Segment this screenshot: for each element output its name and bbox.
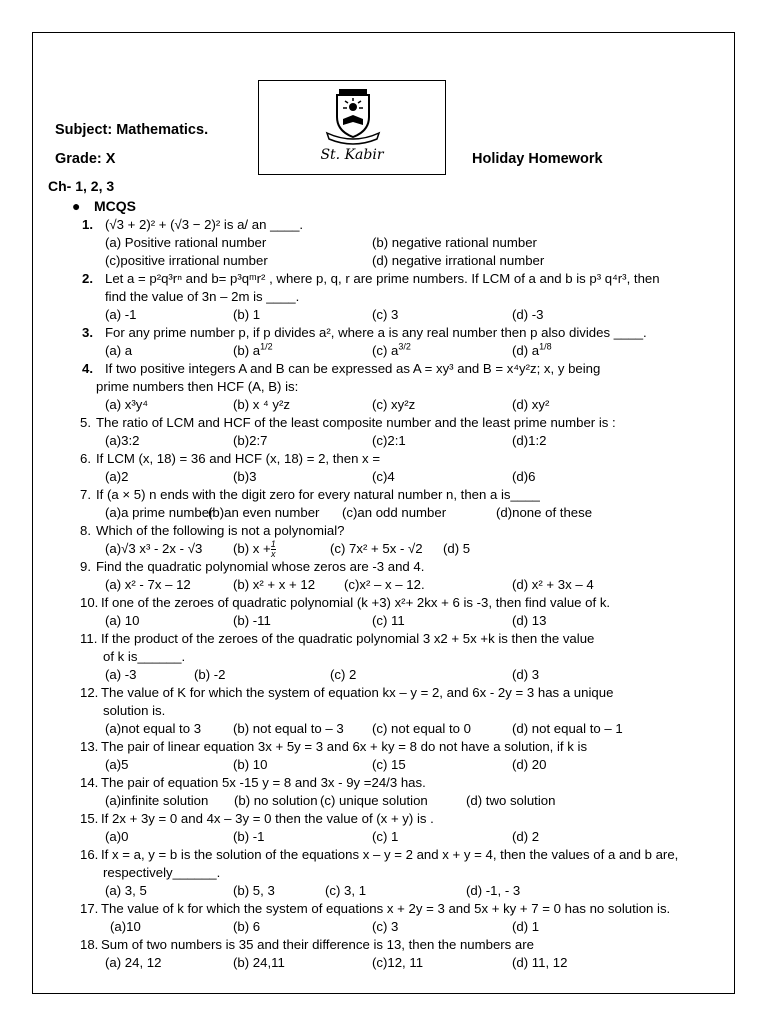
school-crest-icon (323, 87, 383, 149)
question-6 (48, 450, 728, 486)
question-11 (48, 630, 728, 684)
question-7 (48, 486, 728, 522)
answer-option: (c)12, 11 (372, 955, 424, 970)
question-10 (48, 594, 728, 630)
question-number: 6. (80, 451, 91, 466)
answer-option: (d) -1, - 3 (466, 883, 521, 898)
answer-option: (b) 6 (233, 919, 261, 934)
answer-option: (d) x² + 3x – 4 (512, 577, 594, 592)
answer-option: (b) 24,11 (233, 955, 285, 970)
answer-option: (d) two solution (466, 793, 556, 808)
question-text-continued: respectively______. (103, 865, 221, 880)
answer-option: (c) 11 (372, 613, 405, 628)
answer-option: (a) x² - 7x – 12 (105, 577, 191, 592)
answer-option: (c) 1 (372, 829, 399, 844)
answer-option: (c) 3, 1 (325, 883, 367, 898)
question-text: For any prime number p, if p divides a², where a is any real number then p also divides ____. (105, 325, 647, 340)
question-number: 11. (80, 631, 98, 646)
question-text: Sum of two numbers is 35 and their difference is 13, then the numbers are (101, 937, 534, 952)
answer-option: (c)4 (372, 469, 395, 484)
question-4 (48, 360, 728, 414)
bullet-icon: ● (72, 198, 81, 214)
answer-option: (c)an odd number (342, 505, 447, 520)
answer-option: (c)positive irrational number (105, 253, 268, 268)
question-number: 2. (82, 271, 93, 286)
question-2 (48, 270, 728, 324)
answer-option: (b) no solution (234, 793, 318, 808)
question-text: If the product of the zeroes of the quadratic polynomial 3 x2 + 5x +k is then the value (101, 631, 595, 646)
question-number: 18. (80, 937, 99, 952)
question-text: The ratio of LCM and HCF of the least composite number and the least prime number is : (96, 415, 616, 430)
question-number: 7. (80, 487, 91, 502)
fraction: $\frac{1}{x}$ (270, 539, 276, 560)
question-text: If 2x + 3y = 0 and 4x – 3y = 0 then the value of (x + y) is . (101, 811, 434, 826)
question-18 (48, 936, 728, 972)
answer-option: (d) 3 (512, 667, 540, 682)
question-number: 8. (80, 523, 91, 538)
answer-option: (b) x ⁴ y²z (233, 397, 290, 412)
question-number: 17. (80, 901, 99, 916)
answer-option: (c) 3 (372, 919, 399, 934)
homework-content (48, 176, 728, 972)
section-heading (48, 196, 728, 216)
answer-option: (b) x + $\frac{1}{x}$ (233, 539, 276, 560)
answer-option: (b)an even number (208, 505, 320, 520)
answer-option: (d) $a^{1/8}$ (512, 341, 552, 358)
answer-option: (d) 2 (512, 829, 540, 844)
answer-option: (c) $a^{3/2}$ (372, 341, 411, 358)
grade-label: Grade: X (55, 151, 116, 167)
question-17 (48, 900, 728, 936)
answer-option: (d) 20 (512, 757, 547, 772)
answer-option: (b) 10 (233, 757, 268, 772)
question-number: 14. (80, 775, 99, 790)
answer-option: (a) 3, 5 (105, 883, 147, 898)
question-list (48, 216, 728, 972)
answer-option: (d)1:2 (512, 433, 547, 448)
question-text-continued: solution is. (103, 703, 166, 718)
question-number: 13. (80, 739, 99, 754)
answer-option: (b) -1 (233, 829, 265, 844)
subject-label: Subject: Mathematics. (55, 122, 209, 138)
question-number: 10. (80, 595, 99, 610)
question-text: If LCM (x, 18) = 36 and HCF (x, 18) = 2, then x = (96, 451, 381, 466)
question-16 (48, 846, 728, 900)
answer-option: (b) 5, 3 (233, 883, 275, 898)
answer-option: (d)none of these (496, 505, 593, 520)
question-3 (48, 324, 728, 360)
question-number: 5. (80, 415, 91, 430)
answer-option: (a)2 (105, 469, 129, 484)
answer-option: (c) 7x² + 5x - √2 (330, 541, 423, 556)
answer-option: (b) 1 (233, 307, 261, 322)
question-text-continued: of k is______. (103, 649, 186, 664)
answer-option: (d) -3 (512, 307, 544, 322)
question-text: The pair of equation 5x -15 y = 8 and 3x - 9y =24/3 has. (101, 775, 426, 790)
question-number: 4. (82, 361, 93, 376)
question-text: If two positive integers A and B can be expressed as A = xy³ and B = x⁴y²z; x, y being (105, 361, 601, 376)
answer-option: (c)2:1 (372, 433, 406, 448)
answer-option: (d) 1 (512, 919, 540, 934)
question-text: Find the quadratic polynomial whose zeros are -3 and 4. (96, 559, 425, 574)
answer-option: (d) negative irrational number (372, 253, 545, 268)
answer-option: (a)0 (105, 829, 129, 844)
answer-option: (a)not equal to 3 (105, 721, 202, 736)
question-9 (48, 558, 728, 594)
question-14 (48, 774, 728, 810)
question-number: 15. (80, 811, 99, 826)
question-text: Which of the following is not a polynomial? (96, 523, 345, 538)
answer-option: (a) x³y⁴ (105, 397, 149, 412)
question-text-continued: prime numbers then HCF (A, B) is: (96, 379, 299, 394)
answer-option: (a) a (105, 343, 133, 358)
answer-option: (c) xy²z (372, 397, 416, 412)
question-15 (48, 810, 728, 846)
question-13 (48, 738, 728, 774)
answer-option: (b) -11 (233, 613, 271, 628)
answer-option: (b) -2 (194, 667, 226, 682)
question-text: The value of k for which the system of equations x + 2y = 3 and 5x + ky + 7 = 0 has no solution is. (101, 901, 671, 916)
holiday-homework-label: Holiday Homework (472, 151, 603, 167)
question-number: 3. (82, 325, 93, 340)
answer-option: (a) -1 (105, 307, 137, 322)
answer-option: (d) xy² (512, 397, 550, 412)
answer-option: (a)10 (110, 919, 141, 934)
answer-option: (a)a prime number (105, 505, 214, 520)
question-text-continued: find the value of 3n – 2m is ____. (105, 289, 300, 304)
question-text: The value of K for which the system of equation kx – y = 2, and 6x - 2y = 3 has a unique (101, 685, 614, 700)
question-1 (48, 216, 728, 270)
question-text: The pair of linear equation 3x + 5y = 3 and 6x + ky = 8 do not have a solution, if k is (101, 739, 588, 754)
answer-option: (d) 13 (512, 613, 547, 628)
question-8 (48, 522, 728, 558)
question-text: If (a × 5) n ends with the digit zero for every natural number n, then a is____ (96, 487, 540, 502)
question-5 (48, 414, 728, 450)
answer-option: (b) x² + x + 12 (233, 577, 316, 592)
section-title: MCQS (94, 198, 136, 214)
answer-option: (d) not equal to – 1 (512, 721, 623, 736)
answer-option: (d)6 (512, 469, 536, 484)
answer-option: (a)5 (105, 757, 129, 772)
answer-option: (a) 10 (105, 613, 140, 628)
question-text: (√3 + 2)² + (√3 − 2)² is a/ an ____. (105, 217, 304, 232)
answer-option: (a)infinite solution (105, 793, 209, 808)
answer-option: (a) Positive rational number (105, 235, 267, 250)
answer-option: (b)2:7 (233, 433, 268, 448)
question-text: Let a = p²q³rⁿ and b= p³qᵐr² , where p, q, r are prime numbers. If LCM of a and b is p³ q⁴r³, then (105, 271, 660, 286)
question-number: 1. (82, 217, 93, 232)
answer-option: (c) 15 (372, 757, 406, 772)
answer-option: (c)x² – x – 12. (344, 577, 425, 592)
answer-option: (c) 2 (330, 667, 357, 682)
answer-option: (a) -3 (105, 667, 137, 682)
question-text: If x = a, y = b is the solution of the equations x – y = 2 and x + y = 4, then the values of a and b are, (101, 847, 679, 862)
answer-option: (a)3:2 (105, 433, 140, 448)
answer-option: (d) 11, 12 (512, 955, 568, 970)
question-number: 16. (80, 847, 99, 862)
question-text: If one of the zeroes of quadratic polynomial (k +3) x²+ 2kx + 6 is -3, then find value of k. (101, 595, 611, 610)
school-name: St. Kabir (320, 147, 384, 163)
question-number: 12. (80, 685, 99, 700)
question-12 (48, 684, 728, 738)
answer-option: (b) not equal to – 3 (233, 721, 344, 736)
answer-option: (b) $a^{1/2}$ (233, 341, 273, 358)
answer-option: (d) 5 (443, 541, 471, 556)
answer-option: (b)3 (233, 469, 257, 484)
chapter-heading: Ch- 1, 2, 3 (48, 178, 115, 194)
answer-option: (a)√3 x³ - 2x - √3 (105, 541, 203, 556)
answer-option: (c) 3 (372, 307, 399, 322)
answer-option: (c) unique solution (320, 793, 428, 808)
answer-option: (a) 24, 12 (105, 955, 162, 970)
question-number: 9. (80, 559, 91, 574)
answer-option: (b) negative rational number (372, 235, 537, 250)
answer-option: (c) not equal to 0 (372, 721, 471, 736)
school-logo-box (258, 80, 446, 175)
